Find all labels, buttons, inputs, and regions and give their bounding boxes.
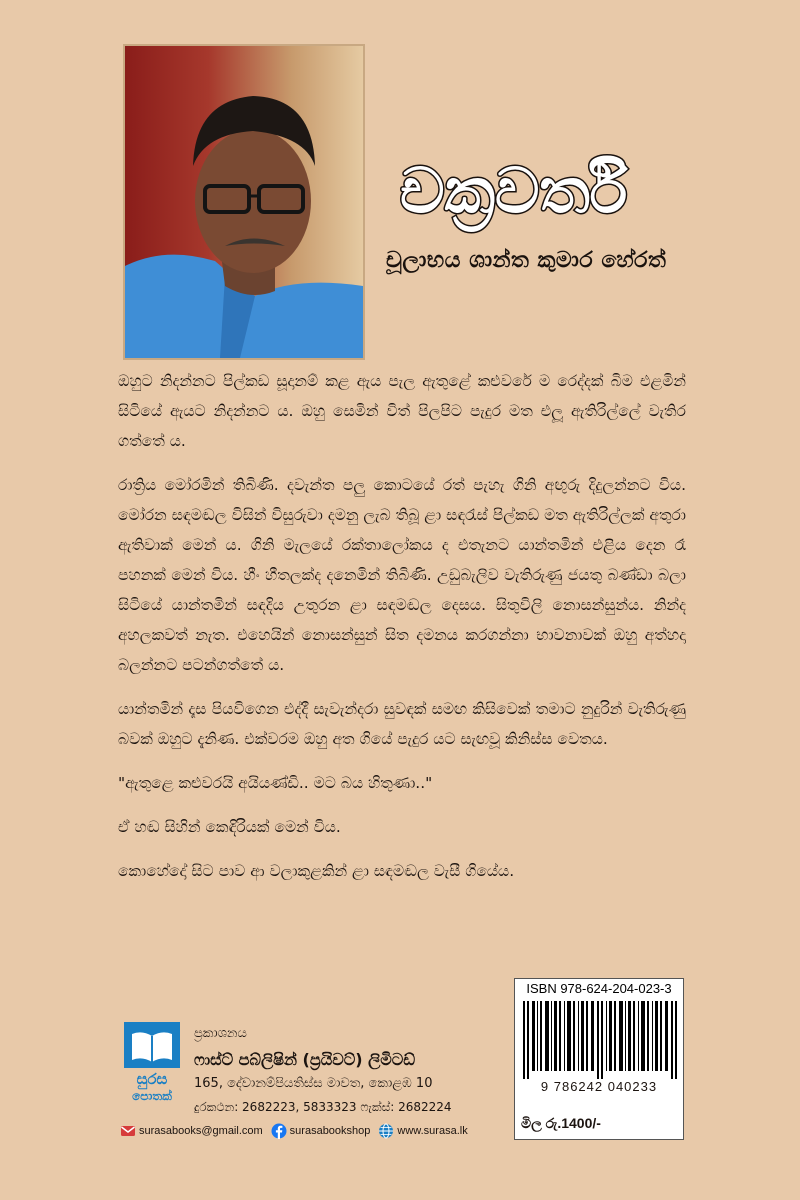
email-contact[interactable] xyxy=(120,1123,263,1139)
blurb-quote: "ඇතුළෙ කළුවරයි අයියණ්ඩි.. මට බය හිතුණා.." xyxy=(118,774,433,792)
book-title xyxy=(390,122,650,242)
publisher-logo xyxy=(122,1020,182,1104)
publisher-address: 165, දේවානම්පියතිස්ස මාවත, කොළඹ 10 xyxy=(194,1076,433,1091)
blurb-paragraph: ඔහුට නිදන්නට පිල්කඩ සූදානම් කළ ඇය පැල ඇතුළේ කළුවරේ ම රෙද්දක් බිම එළමින් සිටියේ ඇයට නිදන්නට ය. ඔහු සෙමින් විත් පිලපිට පැදුර මත එලූ ඇතිරිල්ලේ වැතිර ගත්තේ ය. xyxy=(118,372,686,450)
author-photo xyxy=(123,44,365,360)
logo-text-line2: පොතක් xyxy=(132,1089,172,1103)
globe-icon xyxy=(378,1123,394,1139)
facebook-icon xyxy=(271,1123,287,1139)
book-title-text: චක්‍රවර්ති xyxy=(400,154,628,227)
blurb-paragraph: යාන්තමින් දෑස පියවිගෙන එද්දී සැවැන්දරා සුවඳක් සමඟ කිසිවෙක් තමාට නුදුරින් වැතිරුණු බවක් ඔහුට දැනිණ. එක්වරම ඔහු අත ගියේ පැදුර යට සැඟවූ කිනිස්ස වෙතය. xyxy=(118,700,686,748)
blurb-text xyxy=(118,366,686,900)
blurb-paragraph: කොහේදෝ සිට පාව ආ වලාකුළකින් ළා සඳමඬල වැසී ගියේය. xyxy=(118,862,515,880)
contacts-row xyxy=(120,1120,510,1142)
publisher-label: ප්‍රකාශනය xyxy=(194,1026,247,1041)
facebook-text: surasabookshop xyxy=(289,1125,371,1137)
publisher-name: ෆාස්ට් පබ්ලිෂින් (ප්‍රයිවට්) ලිමිටඩ් xyxy=(194,1050,416,1069)
email-text: surasabooks@gmail.com xyxy=(139,1125,263,1137)
publisher-phone: දුරකථන: 2682223, 5833323 ෆැක්ස්: 2682224 xyxy=(194,1100,452,1114)
isbn-label: ISBN 978-624-204-023-3 xyxy=(526,981,672,996)
blurb-paragraph: ඒ හඬ සිහින් කෙඳිරියක් මෙන් විය. xyxy=(118,818,341,836)
author-name: චූලාභය ශාන්ත කුමාර හේරත් xyxy=(386,248,667,273)
facebook-contact[interactable] xyxy=(271,1123,371,1139)
logo-text-line1: සුරස xyxy=(136,1070,168,1088)
website-contact[interactable] xyxy=(378,1123,467,1139)
email-icon xyxy=(120,1123,136,1139)
price-label: මිල රු.1400/- xyxy=(521,1115,601,1131)
website-text: www.surasa.lk xyxy=(397,1125,468,1137)
isbn-digits: 9 786242 040233 xyxy=(540,1079,658,1094)
isbn-barcode-box xyxy=(514,978,684,1140)
barcode-icon xyxy=(521,1001,679,1079)
blurb-paragraph: රාත්‍රිය මෝරමින් තිබිණි. දවැන්ත පලු කොටයේ රත් පැහැ ගිනි අඟුරු දිදුලන්නට විය. මෝරන සඳමඬල විසින් විසුරුවා දමනු ලැබ තිබූ ළා සඳරැස් පිල්කඩ මත ඇතිරිල්ලක් අතුරා ඇතිවාක් මෙන් ය. ගිනි මැලයේ රක්තාලෝකය ද එතැනට යාන්තමින් එළිය දෙන රෑ පහනක් මෙන් විය. හීං හීතලක්ද දනෙමින් තිබිණි. උඩුබැලිව වැතිරුණු ජයතු බණ්ඩා බලා සිටියේ යාන්තමින් සඳදිය උතුරන ළා සඳමඬල දෙසය. සිතුවිලි නොසන්සුන්ය. නින්ද අහලකවත් නැත. එහෙයින් නොසන්සුන් සිත දමනය කරගන්නා භාවනාවක් ඔහු අත්හදා බලන්නට පටන්ගත්තේ ය. xyxy=(118,476,686,674)
